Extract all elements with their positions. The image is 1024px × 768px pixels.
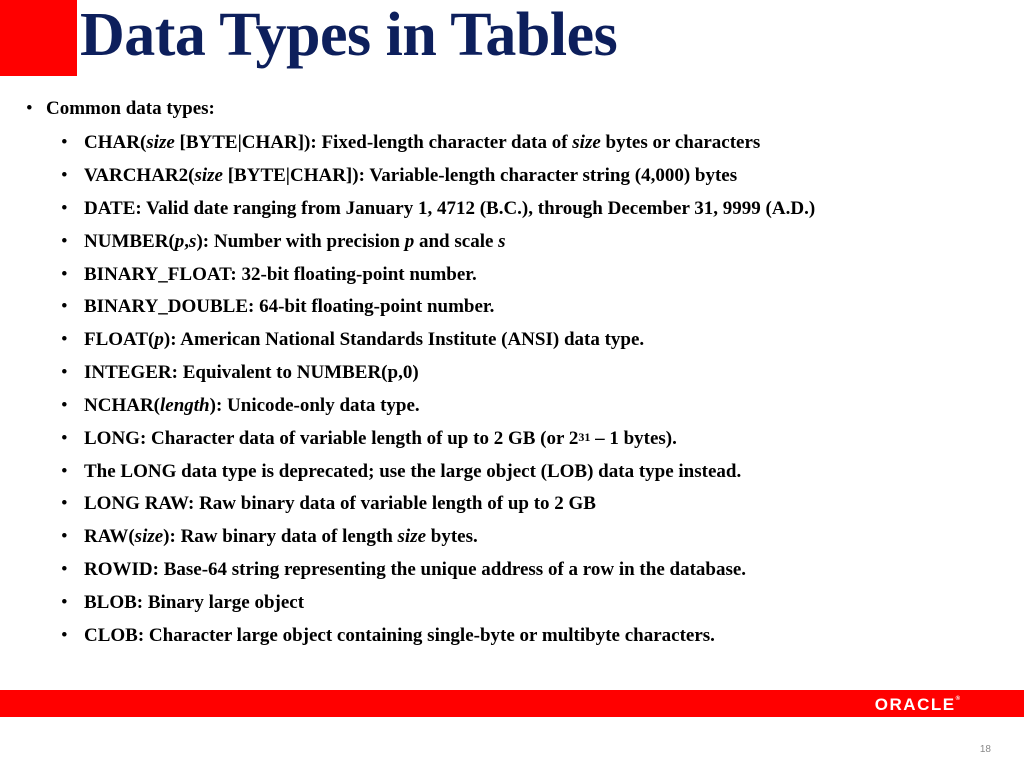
slide-title: Data Types in Tables (80, 1, 618, 69)
item-italic: p (404, 231, 415, 252)
item-text: FLOAT( (84, 329, 155, 350)
list-item (61, 493, 596, 515)
item-italic: size (134, 526, 164, 547)
item-text: [BYTE|CHAR]): Fixed-length character data of (174, 132, 573, 153)
item-text: DATE: Valid date ranging from January 1, 4712 (B.C.), through December 31, 9999 (A.D.) (84, 198, 816, 219)
bullet-icon: • (61, 428, 68, 449)
bullet-icon: • (61, 165, 68, 186)
item-text: CLOB: Character large object containing single-byte or multibyte characters. (84, 625, 715, 646)
bullet-icon: • (61, 592, 68, 613)
list-item (61, 428, 677, 450)
item-text: bytes. (426, 526, 478, 547)
item-italic: size (397, 526, 427, 547)
item-text: – 1 bytes). (590, 428, 677, 449)
list-item (61, 625, 715, 647)
item-text: BLOB: Binary large object (84, 592, 305, 613)
item-text: , (184, 231, 190, 252)
bullet-icon: • (61, 264, 68, 285)
bullet-icon: • (26, 98, 33, 119)
bullet-icon: • (61, 526, 68, 547)
item-text: BINARY_FLOAT: 32-bit floating-point number. (84, 264, 477, 285)
list-item (61, 132, 761, 154)
list-item (61, 264, 477, 286)
registered-mark: ® (955, 696, 960, 702)
bullet-icon: • (61, 362, 68, 383)
list-item (61, 362, 419, 384)
item-text: INTEGER: Equivalent to NUMBER(p,0) (84, 362, 419, 383)
list-item (61, 592, 305, 614)
list-item (61, 329, 645, 351)
item-italic: size (194, 165, 223, 186)
list-item (61, 198, 816, 220)
item-text: ): Raw binary data of length (163, 526, 398, 547)
oracle-logo (875, 696, 960, 713)
item-italic: s (498, 231, 506, 252)
bullet-icon: • (61, 461, 68, 482)
item-text: The LONG data type is deprecated; use the large object (LOB) data type instead. (84, 461, 742, 482)
item-text: ): American National Standards Institute (ANSI) data type. (163, 329, 645, 350)
item-text: [BYTE|CHAR]): Variable-length character string (4,000) bytes (222, 165, 738, 186)
bullet-icon: • (61, 132, 68, 153)
list-item (61, 526, 478, 548)
item-italic: p (154, 329, 164, 350)
list-item (61, 165, 738, 187)
heading-text: Common data types: (46, 98, 215, 119)
item-italic: p (174, 231, 185, 252)
item-text: and scale (414, 231, 499, 252)
item-text: LONG RAW: Raw binary data of variable length of up to 2 GB (84, 493, 596, 514)
item-text: NUMBER( (84, 231, 175, 252)
list-heading (26, 98, 215, 120)
bullet-icon: • (61, 395, 68, 416)
footer-bar (0, 690, 1024, 717)
item-superscript: 31 (578, 430, 591, 444)
item-text: NCHAR( (84, 395, 160, 416)
item-text: bytes or characters (600, 132, 761, 153)
item-text: ): Number with precision (196, 231, 405, 252)
item-text: VARCHAR2( (84, 165, 195, 186)
list-item (61, 559, 747, 581)
bullet-icon: • (61, 296, 68, 317)
item-text: CHAR( (84, 132, 147, 153)
list-item (61, 231, 506, 253)
page-number: 18 (979, 744, 991, 755)
item-italic: size (572, 132, 601, 153)
bullet-icon: • (61, 329, 68, 350)
list-item (61, 296, 495, 318)
item-italic: length (160, 395, 210, 416)
item-italic: s (189, 231, 197, 252)
item-text: BINARY_DOUBLE: 64-bit floating-point number. (84, 296, 495, 317)
list-item (61, 461, 742, 483)
list-item (61, 395, 420, 417)
logo-text: ORACLE (874, 695, 956, 714)
item-text: ROWID: Base-64 string representing the unique address of a row in the database. (84, 559, 747, 580)
red-corner-block (0, 0, 77, 76)
item-italic: size (146, 132, 175, 153)
item-text: ): Unicode-only data type. (209, 395, 420, 416)
item-text: RAW( (84, 526, 135, 547)
bullet-icon: • (61, 493, 68, 514)
bullet-icon: • (61, 231, 68, 252)
item-text: LONG: Character data of variable length of up to 2 GB (or 2 (84, 428, 579, 449)
bullet-icon: • (61, 625, 68, 646)
bullet-icon: • (61, 198, 68, 219)
bullet-icon: • (61, 559, 68, 580)
